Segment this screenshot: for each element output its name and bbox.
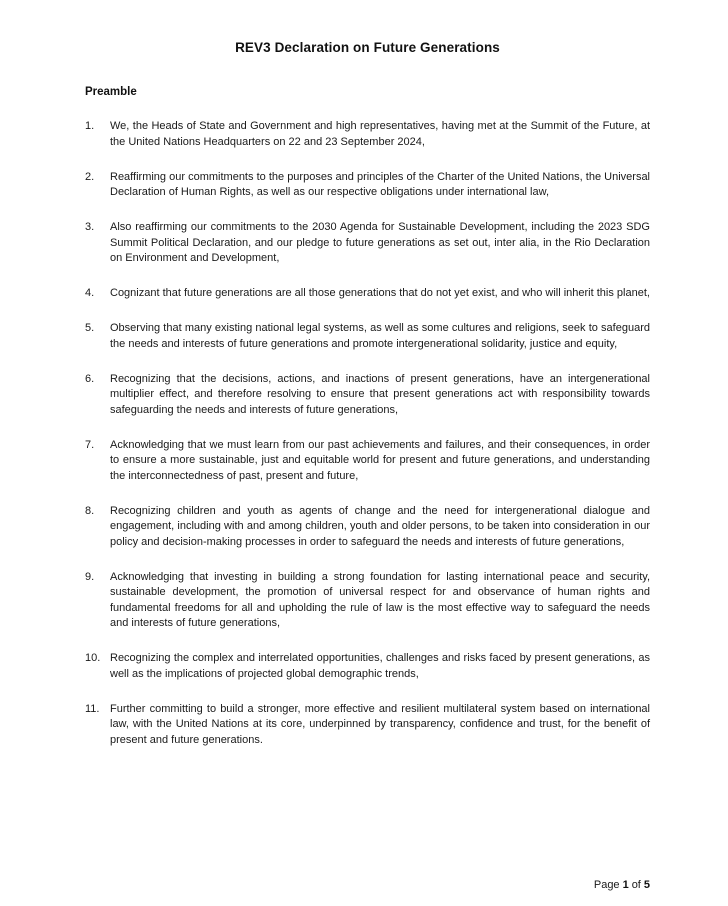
paragraph-number: 6. [85,372,95,385]
footer-total-pages: 5 [643,879,650,891]
footer-page-number: 1 [622,879,629,891]
paragraph-text: Reaffirming our commitments to the purposes and principles of the Charter of the United Nations, the Universal Declaration of Human Rights, as well as our respective obligations under international law, [110,170,650,198]
paragraph-text: Recognizing that the decisions, actions, and inactions of present generations, have an intergenerational multiplier effect, and therefore resolving to ensure that present generations act with responsibility towards safeguarding the needs and interests of future generations, [110,372,650,416]
paragraph-text: Recognizing children and youth as agents of change and the need for intergenerational dialogue and engagement, including with and among children, youth and older persons, to be taken into consideration in our policy and decision-making processes in order to safeguard the needs and interests of future generations, [110,504,650,548]
section-heading-preamble: Preamble [85,86,137,98]
paragraph-number: 7. [85,438,95,451]
footer-page-label: Page [593,879,620,891]
list-item [85,170,650,201]
paragraph-text: Acknowledging that we must learn from our past achievements and failures, and their consequences, in order to ensure a more sustainable, just and equitable world for present and future generations, and understanding the interconnectedness of past, present and future, [110,438,650,482]
paragraph-text: Cognizant that future generations are all those generations that do not yet exist, and who will inherit this planet, [110,287,650,299]
paragraph-number: 11. [85,702,100,715]
paragraph-number: 9. [85,570,95,583]
paragraph-number: 5. [85,322,95,334]
paragraph-text: Further committing to build a stronger, more effective and resilient multilateral system based on international law, with the United Nations at its core, underpinned by transparency, confidence and trust, for the benefit of present and future generations. [110,702,650,746]
paragraph-number: 3. [85,221,95,233]
footer-of-label: of [631,879,641,891]
page-footer [594,879,650,891]
list-item [85,372,650,419]
paragraph-text: Recognizing the complex and interrelated opportunities, challenges and risks faced by present generations, as well as the implications of projected global demographic trends, [110,652,650,680]
paragraph-number: 1. [85,120,95,132]
list-item [85,220,650,267]
paragraph-number: 4. [85,287,95,299]
paragraph-number: 10. [85,652,101,664]
paragraph-text: Observing that many existing national legal systems, as well as some cultures and religions, seek to safeguard the needs and interests of future generations and promote intergenerational solidarity, justice and equity, [110,322,650,350]
list-item [85,286,650,302]
list-item [85,570,650,632]
paragraph-text: Also reaffirming our commitments to the 2030 Agenda for Sustainable Development, including the 2023 SDG Summit Political Declaration, and our pledge to future generations as set out, inter alia, in the Rio Declaration on Environment and Development, [110,221,650,264]
paragraph-number: 8. [85,504,95,517]
list-item [85,651,650,682]
paragraph-text: Acknowledging that investing in building a strong foundation for lasting international peace and security, sustainable development, the promotion of universal respect for and observance of human rights and fundamental freedoms for all and upholding the rule of law is the most effective way to safeguard the needs and interests of future generations, [110,570,650,629]
list-item [85,504,650,551]
document-title: REV3 Declaration on Future Generations [235,40,500,55]
list-item [85,321,650,352]
list-item [85,119,650,150]
list-item [85,702,650,749]
list-item [85,438,650,485]
paragraph-text: We, the Heads of State and Government and high representatives, having met at the Summit of the Future, at the United Nations Headquarters on 22 and 23 September 2024, [110,120,650,148]
preamble-paragraph-list [85,119,650,748]
paragraph-number: 2. [85,170,95,183]
